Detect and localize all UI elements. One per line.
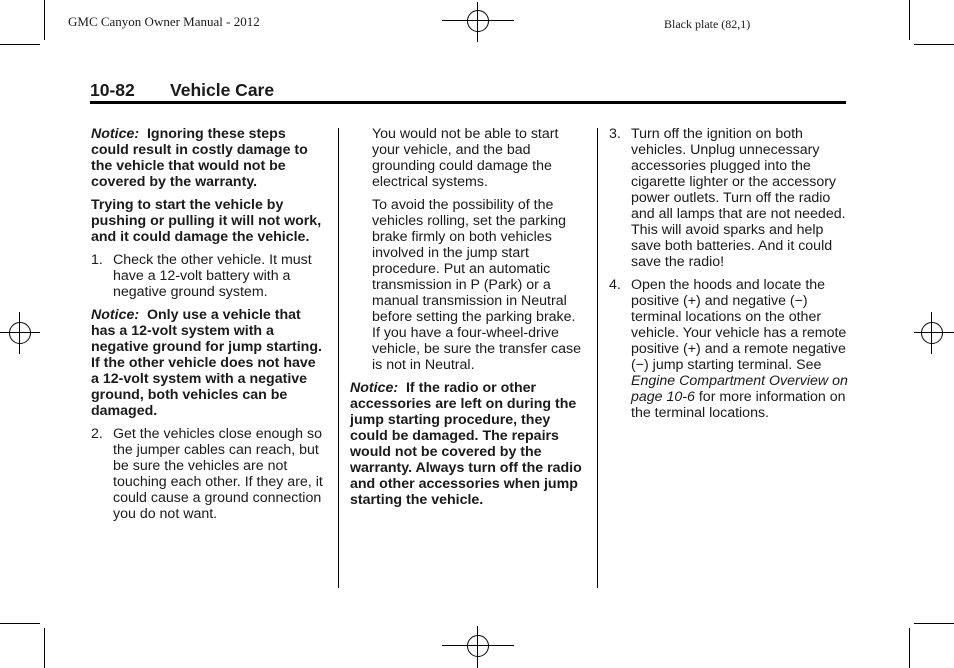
- notice-text: Ignoring these steps could result in costly damage to the vehicle that would not be covered by the warranty.: [91, 126, 308, 190]
- column-1: [91, 126, 327, 529]
- registration-mark-left: [0, 312, 40, 354]
- warning-paragraph: Trying to start the vehicle by pushing or pulling it will not work, and it could damage the vehicle.: [91, 197, 322, 245]
- step-text-part: Open the hoods and locate the positive (+) and negative (−) terminal locations on the other vehicle. Your vehicle has a remote positive (+) and a remote negative (−) jump starting terminal. See: [631, 277, 847, 373]
- step-number: 1.: [91, 252, 103, 268]
- step-text: Check the other vehicle. It must have a 12-volt battery with a negative ground system.: [113, 252, 312, 300]
- crop-mark: [44, 0, 45, 40]
- section-title: Vehicle Care: [170, 80, 275, 100]
- crop-mark: [909, 0, 910, 40]
- step-text: [631, 277, 849, 421]
- notice-label: Notice:: [91, 126, 140, 142]
- crop-mark: [0, 44, 40, 45]
- notice-paragraph: [350, 380, 587, 508]
- step-3: [609, 126, 849, 270]
- notice-paragraph: [91, 307, 327, 419]
- step-text: Get the vehicles close enough so the jumper cables can reach, but be sure the vehicles are not touching each other. If they are, it could cause a ground connection you do not want.: [113, 426, 323, 522]
- title-rule: [90, 101, 846, 104]
- manual-header: GMC Canyon Owner Manual - 2012: [68, 14, 260, 29]
- step-1: [91, 252, 327, 300]
- notice-label: Notice:: [350, 380, 399, 396]
- step-number: 3.: [609, 126, 621, 142]
- registration-mark-bottom: [442, 626, 514, 668]
- step-2: [91, 426, 327, 522]
- registration-mark-right: [914, 312, 954, 354]
- notice-text: If the radio or other accessories are left on during the jump starting procedure, they could be damaged. The repairs would not be covered by the warranty. Always turn off the radio and other accessories when jump starting the vehicle.: [350, 380, 582, 508]
- column-3: [609, 126, 849, 428]
- continued-paragraph: You would not be able to start your vehicle, and the bad grounding could damage the electrical systems.: [372, 126, 559, 190]
- registration-mark-top: [442, 2, 514, 42]
- crop-mark: [914, 44, 954, 45]
- crop-mark: [0, 623, 40, 624]
- column-2: [350, 126, 587, 515]
- notice-label: Notice:: [91, 307, 140, 323]
- page-number: 10-82: [90, 80, 135, 100]
- page-title: [90, 80, 846, 102]
- parking-brake-paragraph: To avoid the possibility of the vehicles rolling, set the parking brake firmly on both vehicles involved in the jump start procedure. Put an automatic transmission in P (Park) or a manual transmission in Neutral before setting the parking brake. If you have a four-wheel-drive vehicle, be sure the transfer case is not in Neutral.: [372, 197, 581, 373]
- plate-label: Black plate (82,1): [664, 17, 751, 31]
- notice-text: Only use a vehicle that has a 12-volt system with a negative ground for jump starting. If the other vehicle does not have a 12-volt system with a negative ground, both vehicles can be damaged.: [91, 307, 322, 419]
- step-text-part: for more information on the terminal locations.: [631, 389, 846, 421]
- column-divider: [597, 128, 598, 588]
- crop-mark: [909, 628, 910, 668]
- step-text: Turn off the ignition on both vehicles. Unplug unnecessary accessories plugged into the cigarette lighter or the accessory power outlets. Turn off the radio and all lamps that are not needed. This will avoid sparks and help save both batteries. And it could save the radio!: [631, 126, 846, 270]
- crop-mark: [44, 628, 45, 668]
- step-number: 2.: [91, 426, 103, 442]
- step-4: [609, 277, 849, 421]
- cross-reference-link[interactable]: Engine Compartment Overview on page 10-6: [631, 373, 848, 405]
- crop-mark: [914, 623, 954, 624]
- column-divider: [338, 128, 339, 588]
- step-number: 4.: [609, 277, 621, 293]
- notice-paragraph: [91, 126, 327, 190]
